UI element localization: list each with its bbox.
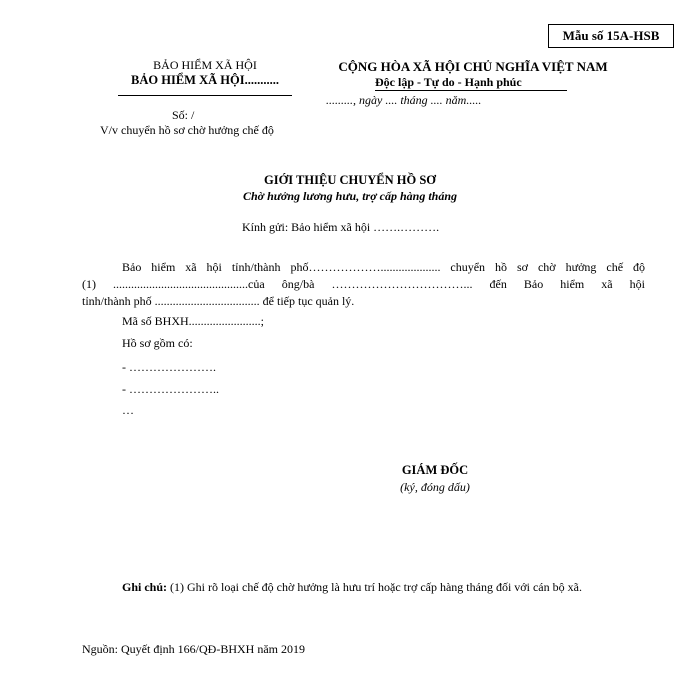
footnote: [122, 580, 582, 595]
form-code-box: Mẫu số 15A-HSB: [548, 24, 674, 48]
signature-title: GIÁM ĐỐC: [401, 463, 469, 477]
body-paragraph: [82, 259, 645, 310]
motto-underline: [375, 90, 567, 91]
agency-name: BẢO HIỂM XÃ HỘI: [153, 58, 257, 72]
signature-note: (ký, đóng dấu): [400, 480, 470, 494]
body-line-2: (1) .............................................của ông/bà ……………………………... đến Bảo hiểm xã hội: [82, 277, 645, 291]
sub-agency-name: BẢO HIỂM XÃ HỘI...........: [131, 73, 279, 87]
left-header-underline: [118, 95, 292, 96]
footnote-text: (1) Ghi rõ loại chế độ chờ hưởng là hưu trí hoặc trợ cấp hàng tháng đối với cán bộ xã.: [167, 580, 582, 594]
dossier-label: Hồ sơ gồm có:: [122, 336, 193, 350]
country-name: CỘNG HÒA XÃ HỘI CHỦ NGHĨA VIỆT NAM: [338, 59, 608, 74]
dossier-item-2: - …………………..: [122, 382, 219, 396]
footnote-label: Ghi chú:: [122, 580, 168, 594]
document-number: Số: /: [172, 108, 195, 122]
document-subtitle: Chờ hưởng lương hưu, trợ cấp hàng tháng: [242, 189, 458, 203]
source-line: Nguồn: Quyết định 166/QĐ-BHXH năm 2019: [82, 642, 305, 656]
body-line-3: tỉnh/thành phố ................................... để tiếp tục quản lý.: [82, 294, 355, 308]
recipient-line: Kính gửi: Bảo hiểm xã hội …….……….: [242, 220, 440, 234]
national-motto: Độc lập - Tự do - Hạnh phúc: [375, 75, 522, 89]
subject-line: V/v chuyển hồ sơ chờ hưởng chế độ: [100, 123, 274, 137]
body-line-1: Bảo hiểm xã hội tỉnh/thành phố……………….................... chuyển hồ sơ chờ hưởng chế độ: [122, 260, 645, 274]
dossier-item-3: …: [122, 403, 134, 417]
social-insurance-number: Mã số BHXH........................;: [122, 314, 265, 328]
date-line: ........., ngày .... tháng .... năm.....: [326, 93, 482, 107]
dossier-item-1: - ………………….: [122, 360, 216, 374]
document-title: GIỚI THIỆU CHUYỂN HỒ SƠ: [263, 173, 437, 187]
